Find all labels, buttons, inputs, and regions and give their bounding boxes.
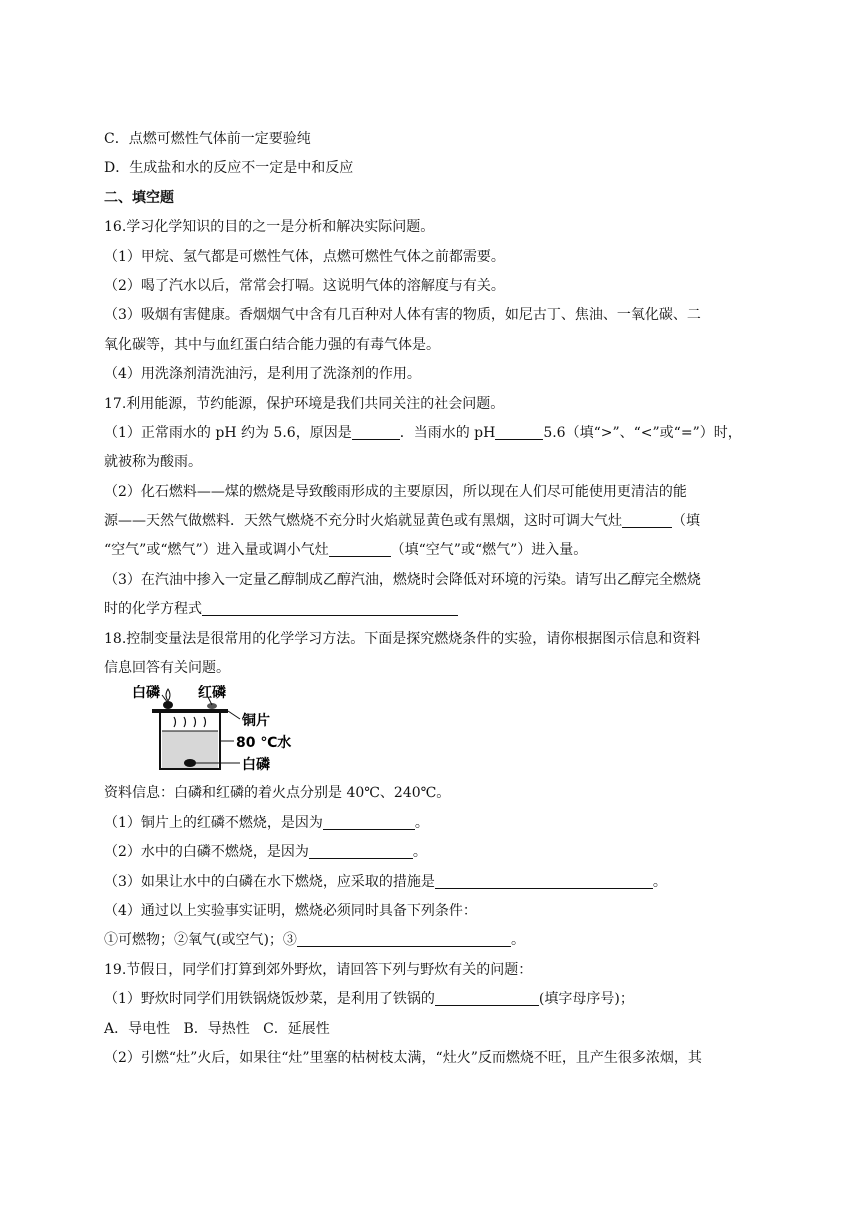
q17-2b-end: （填 xyxy=(672,513,700,530)
question-18a: 18.控制变量法是很常用的化学学习方法。下面是探究燃烧条件的实验，请你根据图示信息和资料 xyxy=(104,630,701,647)
answer-blank[interactable] xyxy=(202,599,458,616)
question-16: 16.学习化学知识的目的之一是分析和解决实际问题。 xyxy=(104,219,435,236)
answer-blank[interactable] xyxy=(622,511,672,528)
label-hot-water: 80 ℃水 xyxy=(236,735,292,752)
q17-3b-text: 时的化学方程式 xyxy=(104,601,202,618)
question-16-2: （2）喝了汽水以后，常常会打嗝。这说明气体的溶解度与有关。 xyxy=(104,277,505,294)
q19-1-text: （1）野炊时同学们用铁锅烧饭炒菜，是利用了铁锅的 xyxy=(104,991,435,1008)
q17-2c-text1: “空气”或“燃气”）进入量或调小气灶 xyxy=(104,542,329,559)
question-19-1 xyxy=(104,985,764,1014)
combustion-apparatus-diagram xyxy=(128,685,328,777)
question-19-2: （2）引燃“灶”火后，如果往“灶”里塞的枯树枝太满，“灶火”反而燃烧不旺，且产生很多浓烟，其 xyxy=(104,1049,702,1066)
question-17-1a xyxy=(104,419,764,448)
answer-blank[interactable] xyxy=(435,989,539,1006)
q18-2-period: 。 xyxy=(412,844,427,861)
option-d: D．生成盐和水的反应不一定是中和反应 xyxy=(104,160,354,177)
question-16-3a: （3）吸烟有害健康。香烟烟气中含有几百种对人体有害的物质，如尼古丁、焦油、一氧化碳、二 xyxy=(104,307,701,324)
label-white-phosphorus-water: 白磷 xyxy=(242,757,270,774)
q18-3-period: 。 xyxy=(652,873,667,890)
question-17-3b xyxy=(104,595,764,624)
answer-blank[interactable] xyxy=(435,872,653,889)
q18-1-period: 。 xyxy=(414,814,429,831)
q17-2c-text2: （填“空气”或“燃气”）进入量。 xyxy=(390,542,588,559)
question-17-2a: （2）化石燃料——煤的燃烧是导致酸雨形成的主要原因，所以现在人们尽可能使用更清洁的能 xyxy=(104,483,687,500)
option-c: C．点燃可燃性气体前一定要验纯 xyxy=(104,131,311,147)
q18-4b-text: ①可燃物；②氧气(或空气)；③ xyxy=(104,932,297,949)
question-18-3 xyxy=(104,868,764,897)
question-18b: 信息回答有关问题。 xyxy=(104,660,230,677)
q17-2b-text: 源——天然气做燃料．天然气燃烧不充分时火焰就显黄色或有黑烟，这时可调大气灶 xyxy=(104,513,622,530)
section-heading: 二、填空题 xyxy=(104,189,174,206)
question-17-3a: （3）在汽油中掺入一定量乙醇制成乙醇汽油，燃烧时会降低对环境的污染。请写出乙醇完全燃烧 xyxy=(104,571,701,588)
answer-blank[interactable] xyxy=(309,842,413,859)
question-18-1 xyxy=(104,809,764,838)
question-19-1-options: A．导电性 B．导热性 C．延展性 xyxy=(104,1020,330,1037)
answer-blank[interactable] xyxy=(297,930,511,947)
question-18-4: （4）通过以上实验事实证明，燃烧必须同时具备下列条件： xyxy=(104,902,477,919)
question-16-1: （1）甲烷、氢气都是可燃性气体，点燃可燃性气体之前都需要。 xyxy=(104,248,505,265)
question-16-3b: 氧化碳等，其中与血红蛋白结合能力强的有毒气体是。 xyxy=(104,336,440,353)
document-page xyxy=(104,125,764,1073)
question-17-1b: 就被称为酸雨。 xyxy=(104,454,202,471)
q19-1-tail: (填字母序号)； xyxy=(538,991,634,1008)
q17-1a-text1: （1）正常雨水的 pH 约为 5.6，原因是 xyxy=(104,424,352,441)
answer-blank[interactable] xyxy=(495,423,543,440)
experiment-figure xyxy=(104,683,764,779)
question-18-2 xyxy=(104,838,764,867)
question-16-4: （4）用洗涤剂清洗油污，是利用了洗涤剂的作用。 xyxy=(104,366,421,383)
q18-3-text: （3）如果让水中的白磷在水下燃烧，应采取的措施是 xyxy=(104,873,435,890)
question-17-2c xyxy=(104,536,764,565)
q18-2-text: （2）水中的白磷不燃烧，是因为 xyxy=(104,844,309,861)
resource-info: 资料信息：白磷和红磷的着火点分别是 40℃、240℃。 xyxy=(104,785,451,802)
q18-4b-period: 。 xyxy=(510,932,525,949)
question-18-4b xyxy=(104,926,764,955)
question-17: 17.利用能源，节约能源，保护环境是我们共同关注的社会问题。 xyxy=(104,395,505,412)
answer-blank[interactable] xyxy=(329,540,391,557)
question-19: 19.节假日，同学们打算到郊外野炊，请回答下列与野炊有关的问题： xyxy=(104,961,533,978)
label-white-phosphorus: 白磷 xyxy=(132,685,160,702)
answer-blank[interactable] xyxy=(352,423,400,440)
q18-1-text: （1）铜片上的红磷不燃烧，是因为 xyxy=(104,814,323,831)
label-copper-plate: 铜片 xyxy=(242,713,270,730)
answer-blank[interactable] xyxy=(323,813,415,830)
question-17-2b xyxy=(104,507,764,536)
label-red-phosphorus: 红磷 xyxy=(198,685,226,702)
q17-1a-text2: ．当雨水的 pH xyxy=(399,424,496,441)
q17-1a-text3: 5.6（填“>”、“<”或“=”）时， xyxy=(543,424,742,441)
